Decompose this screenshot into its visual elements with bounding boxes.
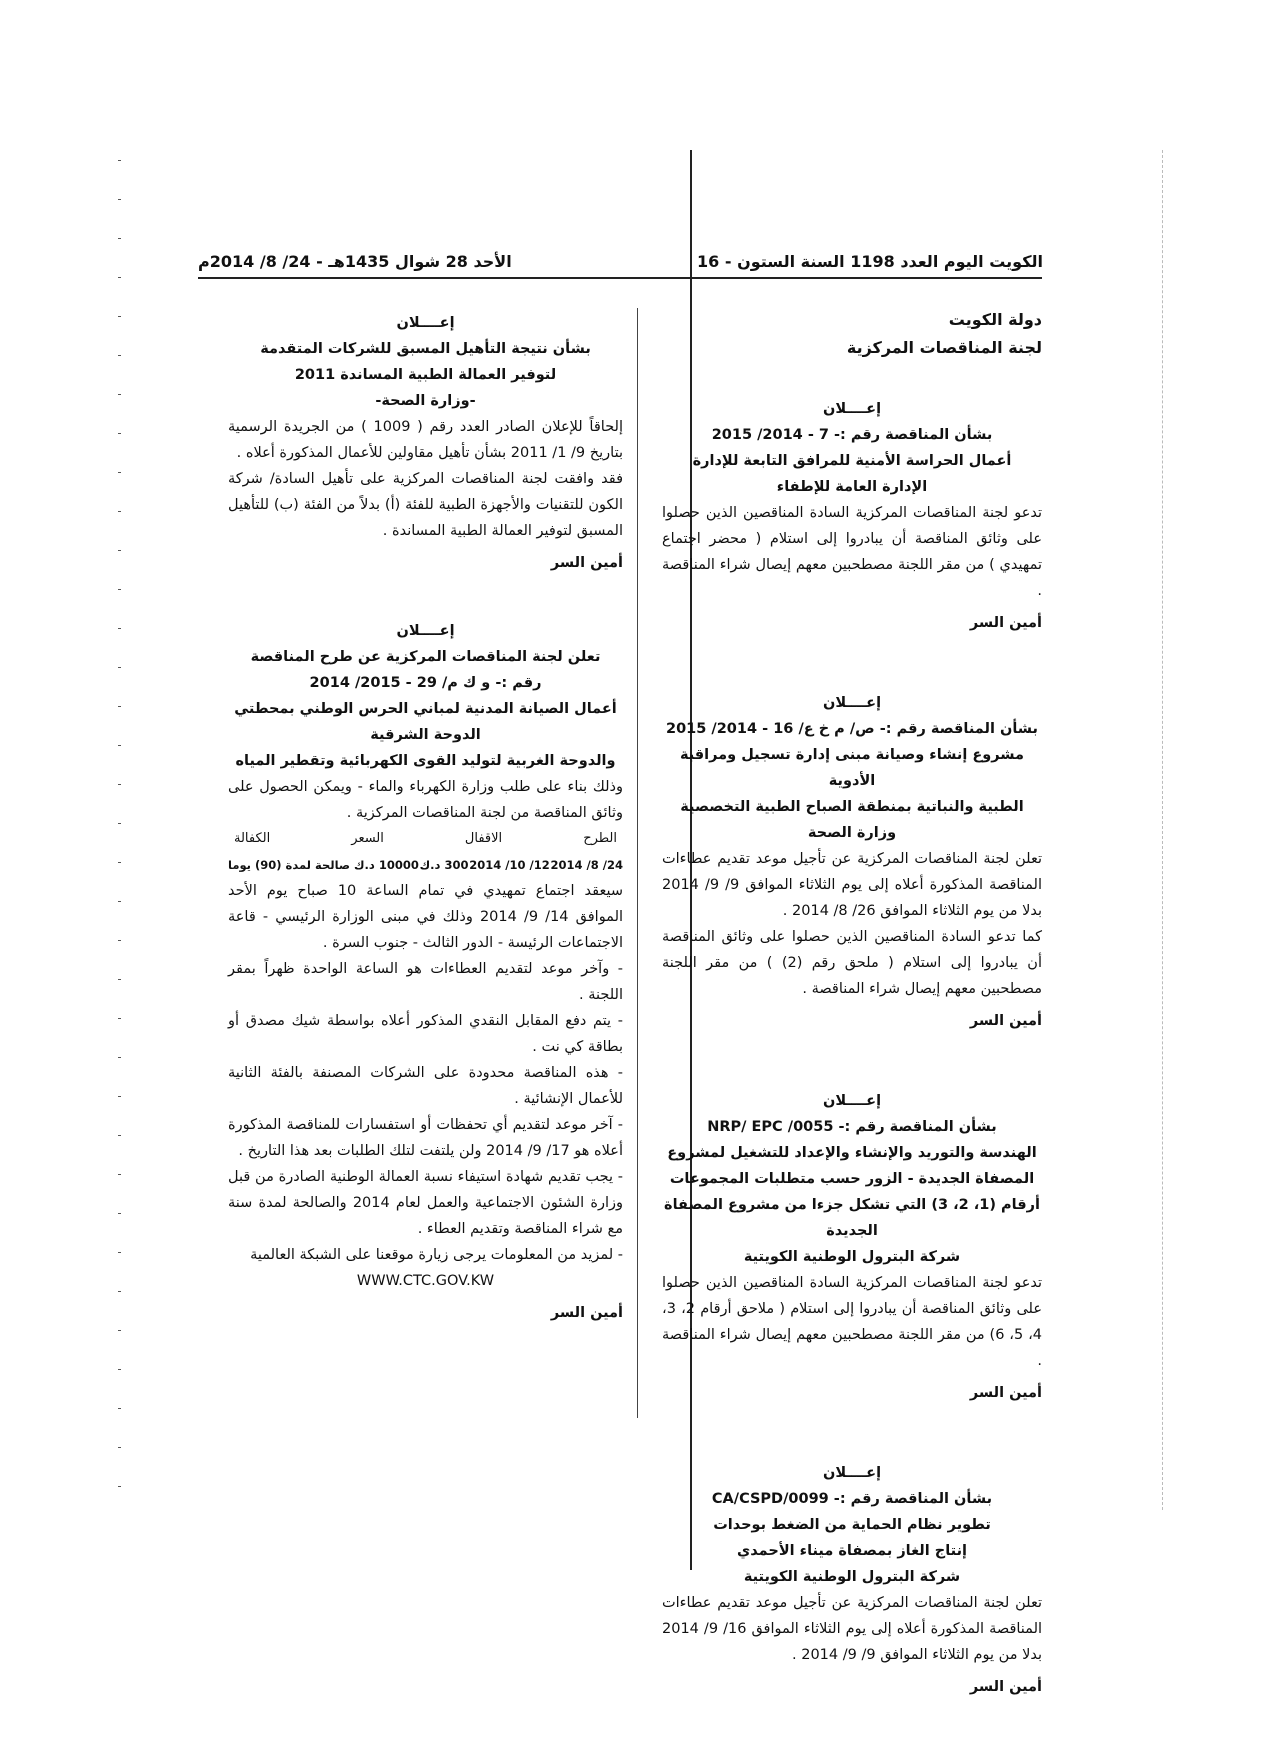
announcement-title: إعــــلان bbox=[822, 695, 882, 711]
announcement-title: إعــــلان bbox=[822, 1093, 882, 1109]
tender-subject: أعمال الصيانة المدنية لمباني الحرس الوطني بمحطتي الدوحة الشرقية bbox=[234, 701, 617, 743]
website-link[interactable]: WWW.CTC.GOV.KW bbox=[356, 1273, 495, 1289]
tender-table-row bbox=[228, 852, 623, 878]
signature: أمين السر bbox=[969, 1013, 1042, 1029]
announcement-intro: تعلن لجنة المناقصات المركزية عن طرح المناقصة bbox=[250, 649, 601, 665]
announcement-body: وذلك بناء على طلب وزارة الكهرباء والماء - ويمكن الحصول على وثائق المناقصة من لجنة المناقصات المركزية . bbox=[228, 779, 623, 821]
header-left: الأحد 28 شوال 1435هـ - 24/ 8/ 2014م bbox=[198, 252, 512, 271]
tender-subject-cont: والدوحة الغربية لتوليد القوى الكهربائية وتقطير المياه bbox=[235, 753, 616, 769]
announcement-6 bbox=[228, 618, 623, 1326]
announcement-subject: بشأن نتيجة التأهيل المسبق للشركات المتقدمة bbox=[260, 341, 591, 357]
val-guarantee: 10000 د.ك صالحة لمدة (90) يوما bbox=[228, 858, 419, 872]
col-release: الطرح bbox=[583, 831, 617, 846]
signature: أمين السر bbox=[550, 1305, 623, 1321]
announcement-title: إعــــلان bbox=[396, 315, 455, 331]
announcement-1 bbox=[662, 396, 1042, 636]
tender-subject: الهندسة والتوريد والإنشاء والإعداد للتشغيل لمشروع bbox=[667, 1145, 1037, 1161]
announcement-body: تعلن لجنة المناقصات المركزية عن تأجيل موعد تقديم عطاءات المناقصة المذكورة أعلاه إلى يوم الثلاثاء الموافق 9/ 9/ 2014 بدلا من يوم الثلاثاء الموافق 26/ 8/ 2014 . bbox=[662, 851, 1042, 919]
column-divider bbox=[637, 308, 638, 1418]
tender-number: بشأن المناقصة رقم :- 0099/CA/CSPD bbox=[711, 1491, 993, 1507]
tender-subject-cont: إنتاج الغاز بمصفاة ميناء الأحمدي bbox=[737, 1543, 967, 1559]
tender-number: بشأن المناقصة رقم :- 7 - 2014/ 2015 bbox=[711, 427, 993, 443]
tender-number: بشأن المناقصة رقم :- 0055/ NRP/ EPC bbox=[707, 1119, 997, 1135]
announcement-4 bbox=[662, 1460, 1042, 1700]
bullet-payment: - يتم دفع المقابل النقدي المذكور أعلاه بواسطة شيك مصدق أو بطاقة كي نت . bbox=[228, 1013, 623, 1055]
signature: أمين السر bbox=[969, 1679, 1042, 1695]
committee-name: لجنة المناقصات المركزية bbox=[846, 338, 1042, 357]
tender-company: شركة البترول الوطنية الكويتية bbox=[743, 1569, 961, 1585]
right-margin-marks bbox=[1162, 150, 1164, 1510]
tender-subject-cont: المصفاة الجديدة - الزور حسب متطلبات المجموعات bbox=[669, 1171, 1035, 1187]
tender-ministry: وزارة الصحة bbox=[807, 825, 897, 841]
left-margin-marks bbox=[118, 160, 124, 1490]
left-column bbox=[228, 310, 623, 1326]
announcement-2 bbox=[662, 690, 1042, 1034]
announcement-subject-cont: لتوفير العمالة الطبية المساندة 2011 bbox=[294, 367, 557, 383]
col-price: السعر bbox=[351, 831, 384, 846]
col-closing: الاقفال bbox=[464, 831, 503, 846]
signature: أمين السر bbox=[969, 1385, 1042, 1401]
val-release: 24/ 8/ 2014 bbox=[550, 858, 623, 872]
announcement-title: إعــــلان bbox=[396, 623, 455, 639]
announcement-body: تعلن لجنة المناقصات المركزية عن تأجيل موعد تقديم عطاءات المناقصة المذكورة أعلاه إلى يوم الثلاثاء الموافق 16/ 9/ 2014 بدلا من يوم الثلاثاء الموافق 9/ 9/ 2014 . bbox=[662, 1595, 1043, 1663]
tender-entity: الإدارة العامة للإطفاء bbox=[776, 479, 928, 495]
header-rule bbox=[198, 277, 1042, 279]
announcement-ministry: -وزارة الصحة- bbox=[375, 393, 476, 409]
announcement-body: تدعو لجنة المناقصات المركزية السادة المناقصين الذين حصلوا على وثائق المناقصة أن يبادروا إلى استلام ( محضر اجتماع تمهيدي ) من مقر اللجنة مصطحبين معهم إيصال شراء المناقصة . bbox=[662, 505, 1042, 599]
col-guarantee: الكفالة bbox=[234, 831, 271, 846]
tender-subject: تطوير نظام الحماية من الضغط بوحدات bbox=[713, 1517, 991, 1533]
val-closing: 12/ 10/ 2014 bbox=[469, 858, 550, 872]
tender-number: بشأن المناقصة رقم :- ص/ م خ ع/ 16 - 2014/ 2015 bbox=[666, 721, 1038, 737]
signature: أمين السر bbox=[969, 615, 1042, 631]
bullet-certificate: - يجب تقديم شهادة استيفاء نسبة العمالة الوطنية الصادرة من قبل وزارة الشئون الاجتماعية والعمل لعام 2014 والصالحة لمدة سنة مع شراء المناقصة وتقديم العطاء . bbox=[228, 1169, 623, 1237]
announcement-5 bbox=[228, 310, 623, 576]
tender-subject: أعمال الحراسة الأمنية للمرافق التابعة للإدارة bbox=[692, 453, 1012, 469]
announcement-body: تدعو لجنة المناقصات المركزية السادة المناقصين الذين حصلوا على وثائق المناقصة أن يبادروا إلى استلام ( ملاحق أرقام 2، 3، 4، 5، 6) من مقر اللجنة مصطحبين معهم إيصال شراء المناقصة . bbox=[662, 1275, 1042, 1369]
bullet-meeting: سيعقد اجتماع تمهيدي في تمام الساعة 10 صباح يوم الأحد الموافق 14/ 9/ 2014 وذلك في مبنى الوزارة الرئيسي - قاعة الاجتماعات الرئيسة - الدور الثالث - جنوب السرة . bbox=[228, 883, 624, 951]
tender-company: شركة البترول الوطنية الكويتية bbox=[743, 1249, 961, 1265]
announcement-title: إعــــلان bbox=[822, 401, 882, 417]
announcement-body-2: فقد وافقت لجنة المناقصات المركزية على تأهيل السادة/ شركة الكون للتقنيات والأجهزة الطبية للفئة (أ) بدلاً من الفئة (ب) للتأهيل المسبق لتوفير العمالة الطبية المساندة . bbox=[228, 471, 623, 539]
tender-subject-cont: الطبية والنباتية بمنطقة الصباح الطبية التخصصية bbox=[680, 799, 1024, 815]
right-column bbox=[662, 306, 1042, 1754]
bullet-website: - لمزيد من المعلومات يرجى زيارة موقعنا على الشبكة العالمية bbox=[250, 1247, 623, 1263]
announcement-3 bbox=[662, 1088, 1042, 1406]
signature: أمين السر bbox=[550, 555, 623, 571]
val-price: 300 د.ك bbox=[419, 858, 469, 872]
announcement-body: إلحاقاً للإعلان الصادر العدد رقم ( 1009 ) من الجريدة الرسمية بتاريخ 9/ 1/ 2011 بشأن تأهيل مقاولين للأعمال المذكورة أعلاه . bbox=[228, 419, 624, 461]
announcement-title: إعــــلان bbox=[822, 1465, 882, 1481]
header-right: الكويت اليوم العدد 1198 السنة الستون - 16 bbox=[697, 252, 1043, 271]
tender-subject-cont-2: أرقام (1، 2، 3) التي تشكل جزءا من مشروع المصفاة الجديدة bbox=[664, 1197, 1040, 1239]
tender-number: رقم :- و ك م/ 29 - 2015/ 2014 bbox=[309, 675, 542, 691]
tender-subject: مشروع إنشاء وصيانة مبنى إدارة تسجيل ومراقبة الأدوية bbox=[679, 747, 1025, 789]
tender-table-header bbox=[228, 826, 623, 852]
bullet-category: - هذه المناقصة محدودة على الشركات المصنفة بالفئة الثانية للأعمال الإنشائية . bbox=[228, 1065, 623, 1107]
bullet-deadline: - وآخر موعد لتقديم العطاءات هو الساعة الواحدة ظهراً بمقر اللجنة . bbox=[228, 961, 623, 1003]
bullet-inquiries: - آخر موعد لتقديم أي تحفظات أو استفسارات للمناقصة المذكورة أعلاه هو 17/ 9/ 2014 ولن يلتفت لتلك الطلبات بعد هذا التاريخ . bbox=[228, 1117, 623, 1159]
announcement-body-2: كما تدعو السادة المناقصين الذين حصلوا على وثائق المناقصة أن يبادروا إلى استلام ( ملحق رقم (2) ) من مقر اللجنة مصطحبين معهم إيصال شراء المناقصة . bbox=[662, 929, 1042, 997]
state-name: دولة الكويت bbox=[948, 310, 1042, 329]
